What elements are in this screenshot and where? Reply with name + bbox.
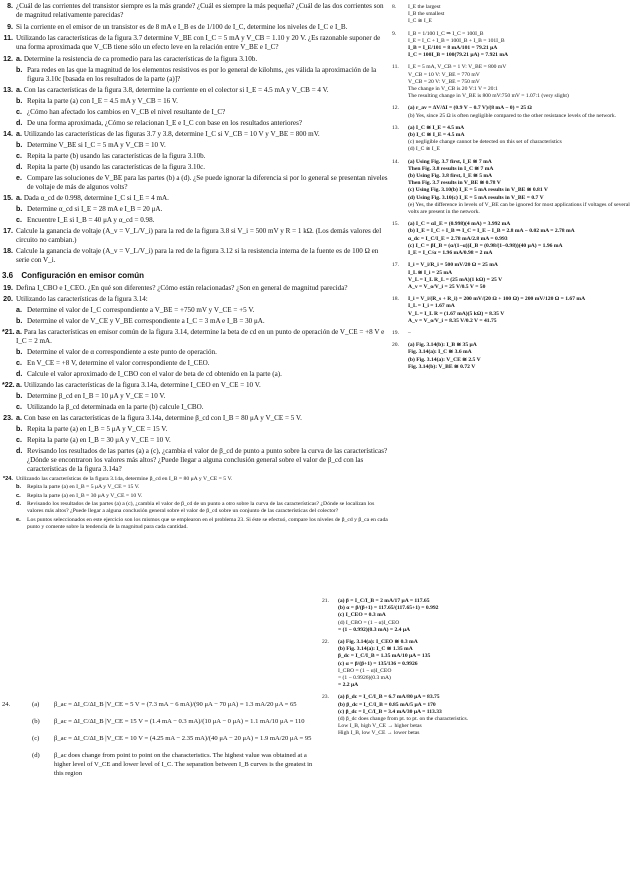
problem-number: 18. (3, 247, 13, 256)
subpart-item (16, 108, 390, 117)
answers-column (392, 4, 638, 376)
subpart-item (16, 97, 390, 106)
answer-line: I_C = 100I_B = 100(79.21 μA) = 7.921 mA (408, 52, 509, 59)
subpart-text: Determine el valor de α correspondiente a este punto de operación. (27, 348, 217, 357)
solution-number (2, 717, 32, 726)
problem-item (2, 55, 390, 64)
problem-number: 13. (3, 85, 13, 94)
subpart-item (16, 317, 390, 326)
answer-item (392, 31, 638, 60)
answers-list (392, 4, 638, 376)
answer-body (408, 31, 638, 60)
subpart-letter: b. (16, 392, 23, 401)
answer-line: A_v = V_o/V_i = 8.35 V/0.2 V = 41.75 (408, 317, 497, 324)
problem-number: 23. (3, 413, 13, 422)
problem-item (2, 194, 390, 203)
subpart-letter: a. (16, 413, 24, 422)
subpart-text: ¿Cómo han afectado los cambios en V_CB el nivel resultante de I_C? (27, 108, 226, 117)
answer-body (408, 296, 638, 325)
problem-text (16, 414, 390, 423)
answer-line: Then Fig. 3.7 results in V_BE ≅ 0.78 V (408, 180, 501, 187)
subpart-item (16, 359, 390, 368)
spacer (392, 372, 638, 376)
answer-line: (a) I_C ≅ I_E = 4.5 mA (408, 124, 465, 131)
problem-text (16, 55, 390, 64)
problem-item (2, 284, 390, 293)
subpart-letter: b. (16, 317, 23, 326)
subpart-item (16, 501, 390, 516)
answer-item (392, 262, 638, 291)
answer-line: I_CBO = (1 − α)I_CEO (338, 667, 392, 674)
problem-number: 14. (3, 129, 13, 138)
subpart-text: Determine el valor de I_C correspondiente a V_BE = +750 mV y V_CE = +5 V. (27, 306, 255, 315)
answer-item (322, 694, 638, 737)
answer-line: (c) β_dc = I_C/I_B = 3.4 mA/30 μA = 113.33 (338, 708, 442, 715)
answer-line: (b) I_E = I_C + I_B ⇒ I_C = I_E − I_B = 2.8 mA − 0.02 mA = 2.78 mA (408, 228, 575, 235)
subpart-text: Con base en las características de la figura 3.14a, determine β_cd con I_B = 80 μA y V_CE = 5 V. (23, 413, 302, 422)
problem-text: Calcule la ganancia de voltaje (A_v = V_L/V_i) para la red de la figura 3.12 si la resistencia interna de la fuente es de 100 Ω en serie con V_i. (16, 247, 379, 265)
answer-line: I_E the largest (408, 4, 441, 10)
answer-number: 14. (392, 158, 399, 165)
subpart-text: Encuentre I_E si I_B = 40 μA y α_cd = 0.98. (27, 215, 155, 224)
problem-item (2, 227, 390, 245)
subpart-letter: d. (16, 446, 23, 455)
solution-label: (c) (32, 735, 40, 742)
subpart-item (16, 205, 390, 214)
subpart-letter: c. (16, 492, 21, 499)
subpart-item (16, 216, 390, 225)
subpart-item (16, 66, 390, 84)
subpart-item (16, 484, 390, 491)
answer-line: I_L ≅ I_i = 25 mA (408, 269, 453, 276)
problems-list (2, 2, 390, 266)
subpart-item (16, 447, 390, 475)
problem-text: Utilizando las características de la figura 3.7 determine V_BE con I_C = 5 mA y V_CB = 1.10 y 20 V. ¿Es razonable suponer de una forma aproximada que V_CB tiene sólo un efecto leve en la relación entre V_BE e I_C? (16, 33, 381, 52)
answer-body (408, 4, 638, 26)
problem-item (2, 328, 390, 346)
problem-text: Si la corriente en el emisor de un transistor es de 8 mA e I_B es de 1/100 de I_C, determine los niveles de I_C e I_B. (16, 22, 348, 31)
problem-text (16, 328, 390, 346)
answer-line: V_L = I_L R_L = (25 mA)(1 kΩ) = 25 V (408, 276, 503, 283)
subpart-text: Determine V_BE si I_C = 5 mA y V_CB = 10 V. (27, 141, 166, 150)
answer-line: (b) Yes, since 25 Ω is often negligible compared to the other resistance levels of the network. (408, 112, 617, 119)
section-heading (2, 271, 390, 280)
problem-number: 8. (7, 2, 13, 10)
answer-line: (b) Using Fig. 3.8 first, I_E ≅ 5 mA (408, 173, 493, 180)
subpart-letter: d. (16, 162, 23, 171)
subpart-text: De una forma aproximada, ¿Cómo se relacionan I_E e I_C con base en los resultados anteriores? (27, 118, 302, 127)
answer-number: 22. (322, 639, 329, 646)
subpart-item (16, 306, 390, 315)
answer-item (392, 159, 638, 217)
solution-label: (a) (32, 701, 40, 708)
solution-number (2, 734, 32, 743)
answer-body (408, 342, 638, 371)
problem-item (2, 86, 390, 95)
subpart-item (16, 141, 390, 150)
answer-body (338, 694, 638, 737)
answers-mid-column (322, 598, 638, 743)
subpart-letter: a. (16, 327, 24, 336)
answer-line: The change in V_CB is 20 V:1 V = 20:1 (408, 86, 498, 93)
subpart-text: Repita la parte (a) en I_B = 30 μA y V_CE = 10 V. (27, 436, 171, 445)
problems-column (2, 2, 390, 532)
subpart-letter: e. (16, 173, 22, 182)
solution-24 (2, 700, 322, 786)
answer-line: I_E = 5 mA, V_CB = 1 V: V_BE = 800 mV (408, 64, 507, 71)
solution-row (2, 700, 322, 709)
answer-item (392, 221, 638, 257)
problem-text (16, 130, 390, 139)
answer-line: I_B = 1/100 I_C ⇒ I_C = 100I_B (408, 30, 484, 37)
subpart-text: Para redes en las que la magnitud de los elementos resistivos es por lo general de kilohms, ¿es válida la aproximación de la figura 3.10c [basada en los resultados de la parte (a)]? (27, 65, 377, 84)
subpart-letter: b. (16, 97, 23, 106)
answer-body (338, 639, 638, 689)
solution-equation: β_ac = ΔI_C/ΔI_B |V_CE = 15 V = (1.4 mA − 0.3 mA)/(10 μA − 0 μA) = 1.1 mA/10 μA = 110 (54, 718, 305, 725)
subpart-letter: b. (16, 425, 23, 434)
subpart-text: Calcule el valor aproximado de I_CBO con el valor de beta de cd obtenido en la parte (a). (27, 370, 282, 379)
answer-line: (b) β_dc = I_C/I_B = 0.85 mA/5 μA = 170 (338, 701, 436, 708)
problem-number: *21. (2, 327, 15, 336)
subpart-letter: d. (16, 370, 23, 379)
answer-line: = (1 − 0.992)(0.3 mA) = 2.4 μA (338, 626, 411, 633)
answer-line: – (408, 329, 411, 336)
problem-number: 20. (3, 294, 13, 303)
subpart-text: Determine la resistencia de ca promedio para las características de la figura 3.10b. (23, 54, 258, 63)
answer-body (408, 105, 638, 119)
answer-body (408, 262, 638, 291)
subpart-letter: e. (16, 516, 21, 523)
subpart-letter: c. (16, 359, 22, 368)
subpart-letter: a. (16, 129, 24, 138)
subpart-letter: c. (16, 108, 22, 117)
answer-line: (c) I_C = βI_B = (α/(1−α))I_B = (0.98/(1−0.98))(40 μA) = 1.96 mA (408, 242, 563, 249)
answer-body (408, 125, 638, 154)
answer-line: I_C ≅ I_E (408, 18, 432, 25)
subpart-letter: a. (16, 54, 24, 63)
problem-number: 15. (3, 193, 13, 202)
answer-line: V_CB = 10 V: V_BE = 770 mV (408, 71, 480, 78)
subpart-letter: b. (16, 348, 23, 357)
answer-number: 21. (322, 598, 329, 604)
solution-number: 24. (2, 701, 11, 708)
problem-number: 17. (3, 226, 13, 235)
section-title: Configuración en emisor común (21, 270, 145, 280)
subpart-letter: b. (16, 484, 22, 491)
answer-line: (c) α = β/(β+1) = 135/136 = 0.9926 (338, 660, 418, 667)
subpart-item (16, 174, 390, 192)
answer-body (408, 64, 638, 100)
answer-number: 9. (392, 30, 397, 37)
answer-number: 8. (392, 4, 397, 10)
answer-number: 23. (322, 694, 329, 701)
problem-text: Utilizando las características de la figura 3.14: (16, 294, 148, 303)
subpart-text: Repita la parte (a) en I_B = 5 μA y V_CE = 15 V. (27, 425, 168, 434)
subpart-letter: c. (16, 436, 22, 445)
answer-line: The resulting change in V_BE is 800 mV:750 mV = 1.07:1 (very slight) (408, 93, 569, 100)
subpart-text: Utilizando las características de la figura 3.14a, determine I_CEO en V_CE = 10 V. (23, 380, 261, 389)
subpart-text: Revisando los resultados de las partes (a) a (c), ¿cambia el valor de β_cd de un punto a otro sobre la curva de las características? ¿Dónde se localizan los valores más altos? ¿Puede llegar a alguna conclusión general sobre el valor de β_cd sobre un conjunto de las características del colector? (27, 500, 375, 515)
answer-number: 11. (392, 64, 399, 71)
answer-item (392, 64, 638, 100)
subpart-item (16, 152, 390, 161)
answer-line: I_B = I_E/101 = 8 mA/101 = 79.21 μA (408, 45, 498, 52)
problem-number: *24. (2, 476, 13, 483)
answer-item (392, 4, 638, 26)
problem-number: 12. (3, 54, 13, 63)
solution-label: (b) (32, 718, 40, 725)
answer-body (408, 221, 638, 257)
answer-line: I_E = I_C/α = 1.96 mA/0.98 = 2 mA (408, 250, 493, 257)
answer-line: Low I_B, high V_CE → higher betas (338, 723, 422, 730)
answer-line: α_dc = I_C/I_E = 2.78 mA/2.8 mA = 0.993 (408, 235, 508, 242)
answer-body (408, 330, 638, 337)
problem-item (2, 247, 390, 265)
problem-item (2, 414, 390, 423)
problem-text: ¿Cuál de las corrientes del transistor siempre es la más grande? ¿Cuál es siempre la más pequeña? ¿Cuál de las dos corrientes son de magnitud relativamente parecidas? (16, 2, 384, 20)
answer-line: (d) Using Fig. 3.10(c) I_E = 5 mA results in V_BE = 0.7 V (408, 194, 544, 201)
answer-line: = (1 − 0.9926)(0.3 mA) (338, 675, 391, 682)
answers-mid-list (322, 598, 638, 743)
answer-number: 12. (392, 105, 399, 112)
subpart-text: Para las características en emisor común de la figura 3.14, determine la beta de cd en un punto de operación de V_CE = +8 V e I_C = 2 mA. (16, 327, 385, 346)
ce-problems-list (2, 284, 390, 475)
subpart-item (16, 163, 390, 172)
subpart-text: Repita la parte (b) usando las características de la figura 3.10b. (27, 151, 206, 160)
subpart-text: Utilizando las características de las figuras 3.7 y 3.8, determine I_C si V_CB = 10 V y V_BE = 800 mV. (23, 129, 320, 138)
answer-item (322, 598, 638, 634)
answer-line: (a) β = I_C/I_B = 2 mA/17 μA = 117.65 (338, 598, 430, 604)
answer-item (392, 296, 638, 325)
answer-line: (c) negligible change cannot be detected on this set of characteristics (408, 139, 562, 146)
subpart-text: Con las características de la figura 3.8, determine la corriente en el colector si I_E = 4.5 mA y V_CB = 4 V. (23, 85, 329, 94)
subpart-text: En V_CE = +8 V, determine el valor correspondiente de I_CEO. (27, 359, 210, 368)
answer-number: 15. (392, 221, 399, 228)
answer-line: V_CB = 20 V: V_BE = 750 mV (408, 78, 480, 85)
answer-line: Fig. 3.14(b): V_BE ≅ 0.72 V (408, 363, 476, 370)
subpart-item (16, 425, 390, 434)
answer-body (338, 598, 638, 634)
answer-line: High I_B, low V_CE → lower betas (338, 730, 420, 737)
answer-line: (b) α = β/(β+1) = 117.65/(117.65+1) = 0.992 (338, 605, 439, 612)
subpart-letter: a. (16, 380, 24, 389)
problem-item (2, 23, 390, 32)
subpart-item (16, 370, 390, 379)
answer-line: (d) β_dc does change from pt. to pt. on the characteristics. (338, 716, 469, 723)
subpart-text: Repita la parte (a) en I_B = 5 μA y V_CE = 15 V. (27, 484, 140, 491)
answer-line: (a) r_av = ΔV/ΔI = (0.9 V − 0.7 V)/(8 mA − 0) = 25 Ω (408, 105, 532, 112)
solution-equation: β_ac = ΔI_C/ΔI_B |V_CE = 10 V = (4.25 mA − 2.35 mA)/(40 μA − 20 μA) = 1.9 mA/20 μA = 95 (54, 735, 312, 742)
answer-number: 13. (392, 124, 399, 131)
answer-line: I_i = V_i/R_i = 500 mV/20 Ω = 25 mA (408, 262, 498, 269)
solution-row (2, 751, 322, 778)
answer-number: 17. (392, 262, 399, 269)
answer-item (392, 105, 638, 119)
section-number: 3.6 (2, 270, 14, 280)
subpart-text: Determine α_cd si I_E = 28 mA e I_B = 20 μA. (27, 204, 163, 213)
solution-label: (d) (32, 752, 40, 759)
answer-line: (b) Fig. 3.14(a): V_CE ≅ 2.5 V (408, 356, 481, 363)
solution-equation: β_ac = ΔI_C/ΔI_B |V_CE = 5 V = (7.3 mA − 6 mA)/(90 μA − 70 μA) = 1.3 mA/20 μA = 65 (54, 701, 297, 708)
subpart-letter: c. (16, 215, 22, 224)
subpart-letter: a. (16, 306, 22, 315)
subpart-item (16, 436, 390, 445)
answer-line: (e) Yes, the difference in levels of V_BE can be ignored for most applications if voltages of several volts are present in the network. (408, 201, 630, 216)
subpart-item (16, 119, 390, 128)
answer-number: 20. (392, 342, 399, 349)
subpart-item (16, 403, 390, 412)
problem-number: 9. (7, 22, 13, 31)
subpart-letter: c. (16, 151, 22, 160)
answer-line: (b) Fig. 3.14(a): I_C ≅ 1.35 mA (338, 646, 413, 653)
problem-item (2, 2, 390, 20)
answer-number: 18. (392, 296, 399, 303)
answer-line: A_v = V_o/V_i = 25 V/0.5 V = 50 (408, 283, 486, 290)
subpart-text: Determine β_cd en I_B = 10 μA y V_CE = 10 V. (27, 392, 166, 401)
problem-text: Calcule la ganancia de voltaje (A_v = V_L/V_i) para la red de la figura 3.8 si V_i = 500 mV y R = 1 kΩ. (Los demás valores del circuito no cambian.) (16, 226, 382, 244)
problem-number: *22. (2, 380, 15, 389)
subpart-item (16, 493, 390, 500)
solution-number (2, 751, 32, 778)
problem-text: Utilizando las características de la figura 3.14a, determine β_cd en I_B = 80 μA y V_CE = 5 V. (16, 476, 233, 483)
answer-line: (c) I_CEO = 0.3 mA (338, 612, 386, 619)
subpart-letter: a. (16, 85, 24, 94)
answer-item (392, 125, 638, 154)
problem-text (16, 86, 390, 95)
subpart-item (16, 348, 390, 357)
subpart-text: Determine el valor de V_CE y V_BE correspondiente a I_C = 3 mA e I_B = 30 μA. (27, 317, 265, 326)
problem-item (2, 476, 390, 483)
subpart-letter: d. (16, 500, 22, 507)
solution-equation: β_ac does change from point to point on the characteristics. The highest value was obtained at a higher level of V_CE and lower level of I_C. The separation between I_B curves is the greatest in this region (54, 752, 313, 777)
answer-body (408, 159, 638, 217)
subpart-item (16, 392, 390, 401)
problem-item (2, 295, 390, 304)
problem-item (2, 34, 390, 52)
answer-line: (b) I_C ≅ I_E = 4.5 mA (408, 132, 465, 139)
answer-item (392, 342, 638, 371)
answer-line: I_E = I_C + I_B = 100I_B + I_B = 101I_B (408, 37, 505, 44)
problem-text (16, 381, 390, 390)
answer-line: (a) Fig. 3.14(b): I_B ≅ 35 μA (408, 342, 477, 349)
subpart-text: Utilizando la β_cd determinada en la parte (b) calcule I_CBO. (27, 403, 204, 412)
problem-text (16, 194, 390, 203)
answer-line: I_B the smallest (408, 11, 445, 18)
answer-line: (c) Using Fig. 3.10(b) I_E = 5 mA results in V_BE ≅ 0.81 V (408, 187, 548, 194)
answer-number: 19. (392, 329, 399, 336)
answer-line: (a) Fig. 3.14(a): I_CEO ≅ 0.3 mA (338, 639, 418, 646)
answer-line: (a) β_dc = I_C/I_B = 6.7 mA/80 μA = 83.75 (338, 694, 440, 701)
subpart-text: Repita la parte (b) usando las características de la figura 3.10c. (27, 162, 206, 171)
problem-item (2, 130, 390, 139)
answer-line: (a) Using Fig. 3.7 first, I_E ≅ 7 mA (408, 158, 492, 165)
answer-item (392, 330, 638, 337)
problem-24 (2, 476, 390, 531)
subpart-letter: d. (16, 118, 23, 127)
subpart-text: Repita la parte (a) con I_E = 4.5 mA y V_CB = 16 V. (27, 97, 178, 106)
problem-item (2, 381, 390, 390)
answer-line: = 2.2 μA (338, 682, 359, 689)
subpart-text: Repita la parte (a) en I_B = 30 μA y V_CE = 10 V. (27, 492, 143, 499)
subpart-text: Dada α_cd de 0.998, determine I_C si I_E = 4 mA. (23, 193, 169, 202)
subpart-letter: c. (16, 403, 22, 412)
subpart-item (16, 517, 390, 532)
problem-number: 19. (3, 283, 13, 292)
answer-line: (d) I_CBO = (1 − α)I_CEO (338, 619, 400, 626)
subpart-text: Compare las soluciones de V_BE para las partes (b) a (d). ¿Se puede ignorar la diferencia si por lo general se presentan niveles de voltaje de más de algunos volts? (27, 173, 388, 191)
answer-item (322, 639, 638, 689)
answer-line: (d) I_C ≅ I_E (408, 146, 440, 153)
subpart-letter: b. (16, 141, 23, 150)
answer-line: I_i = V_i/(R_s + R_i) = 200 mV/(20 Ω + 100 Ω) = 200 mV/120 Ω = 1.67 mA (408, 296, 586, 303)
answer-line: Fig. 3.14(a): I_C ≅ 3.6 mA (408, 349, 472, 356)
subpart-letter: b. (16, 65, 23, 74)
subpart-text: Revisando los resultados de las partes (a) a (c), ¿cambia el valor de β_cd de punto a punto sobre la curva de las características? ¿Dónde se encontraron los valores más altos? ¿Puede llegar a alguna conclusión general sobre el valor de β_cd con las características de la figura 3.14a? (27, 446, 388, 474)
answer-line: β_dc = I_C/I_B = 1.35 mA/10 μA = 135 (338, 653, 431, 660)
answer-line: I_L = I_i = 1.67 mA (408, 303, 455, 310)
solution-24-rows (2, 700, 322, 778)
subpart-letter: a. (16, 193, 24, 202)
spacer (322, 739, 638, 743)
problem-number: 11. (3, 33, 13, 42)
answer-line: Then Fig. 3.8 results in I_C ≅ 7 mA (408, 165, 494, 172)
solution-row (2, 717, 322, 726)
problem-text: Defina I_CBO e I_CEO. ¿En qué son diferentes? ¿Cómo están relacionadas? ¿Son en general de magnitud parecida? (16, 283, 348, 292)
subpart-letter: b. (16, 204, 23, 213)
answer-line: V_L = I_L R = (1.67 mA)(5 kΩ) = 8.35 V (408, 310, 505, 317)
solution-row (2, 734, 322, 743)
answer-line: (a) I_C = αI_E = (0.998)(4 mA) = 3.992 mA (408, 221, 511, 228)
subpart-text: Los puntos seleccionados en este ejercicio son los mismos que se emplearon en el problema 23. Si éste se efectuó, compare los niveles de β_cd y β_ca en cada punto y comente sobre la tendencia de la magnitud para cada cantidad. (27, 516, 388, 530)
